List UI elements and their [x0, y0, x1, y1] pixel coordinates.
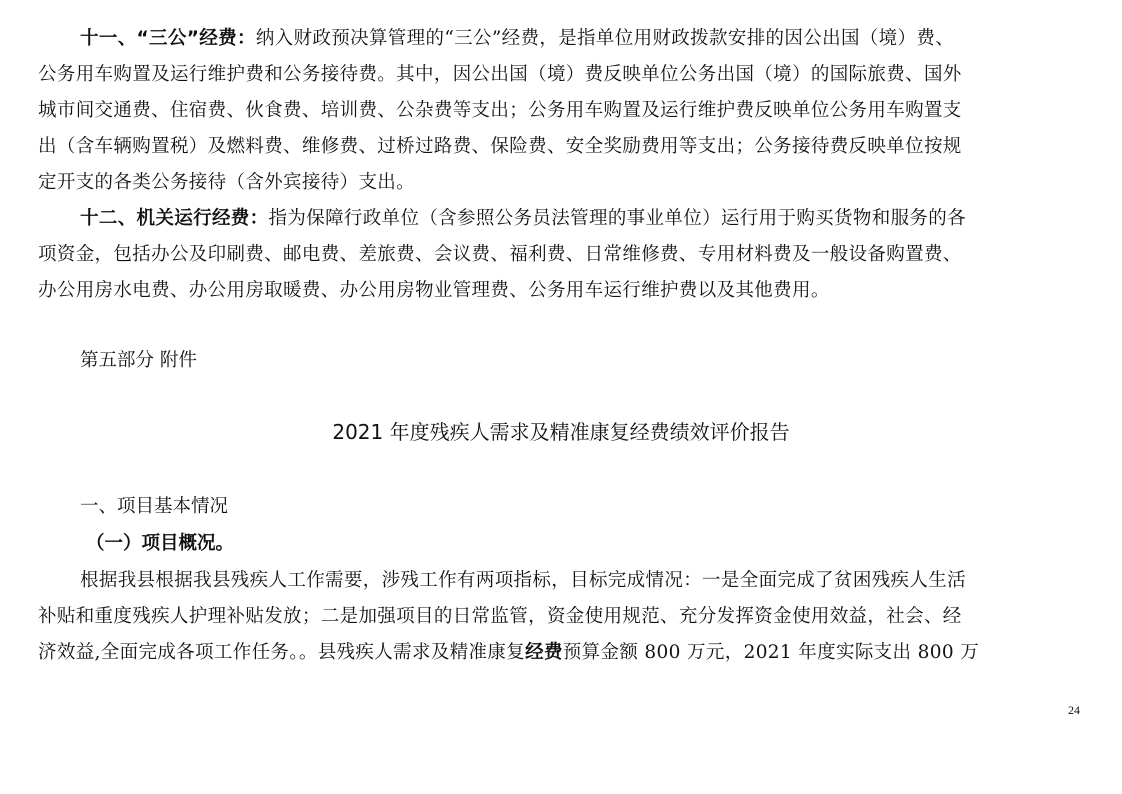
project-paragraph-line-2: 补贴和重度残疾人护理补贴发放；二是加强项目的日常监管，资金使用规范、充分发挥资金使用效益，社会、经 [38, 606, 962, 627]
paragraph-san-gong-line-1 [80, 28, 1122, 50]
paragraph-text: 预算金额 800 万元，2021 年度实际支出 800 万 [562, 642, 980, 663]
emphasized-word: 经费 [525, 642, 563, 663]
page-number: 24 [1068, 703, 1080, 717]
paragraph-san-gong-line-4: 出（含车辆购置税）及燃料费、维修费、过桥过路费、保险费、安全奖励费用等支出；公务接待费反映单位按规 [38, 136, 962, 157]
project-paragraph-line-3 [38, 642, 1088, 664]
paragraph-san-gong-line-5: 定开支的各类公务接待（含外宾接待）支出。 [38, 172, 416, 193]
paragraph-operating-costs-line-1 [80, 208, 1122, 230]
paragraph-san-gong-line-3: 城市间交通费、住宿费、伙食费、培训费、公杂费等支出；公务用车购置及运行维护费反映单位公务用车购置支 [38, 100, 962, 121]
paragraph-san-gong-line-2: 公务用车购置及运行维护费和公务接待费。其中，因公出国（境）费反映单位公务出国（境）的国际旅费、国外 [38, 64, 962, 85]
project-basic-info-heading: 一、项目基本情况 [80, 496, 229, 517]
paragraph-text: 指为保障行政单位（含参照公务员法管理的事业单位）运行用于购买货物和服务的各 [268, 208, 966, 229]
section-heading-operating-costs: 十二、机关运行经费： [80, 208, 269, 229]
project-paragraph-line-1: 根据我县根据我县残疾人工作需要，涉残工作有两项指标，目标完成情况：一是全面完成了贫困残疾人生活 [80, 570, 966, 591]
report-title: 2021 年度残疾人需求及精准康复经费绩效评价报告 [332, 420, 790, 444]
paragraph-operating-costs-line-3: 办公用房水电费、办公用房取暖费、办公用房物业管理费、公务用车运行维护费以及其他费用。 [38, 280, 830, 301]
project-overview-subheading: （一）项目概况。 [86, 533, 235, 554]
paragraph-text: 济效益,全面完成各项工作任务。。县残疾人需求及精准康复 [38, 642, 526, 663]
section-heading-san-gong: 十一、“三公”经费： [80, 28, 256, 49]
paragraph-text: 纳入财政预决算管理的“三公”经费，是指单位用财政拨款安排的因公出国（境）费、 [255, 28, 955, 49]
paragraph-operating-costs-line-2: 项资金，包括办公及印刷费、邮电费、差旅费、会议费、福利费、日常维修费、专用材料费及一般设备购置费、 [38, 244, 962, 265]
part-five-heading: 第五部分 附件 [80, 350, 197, 371]
